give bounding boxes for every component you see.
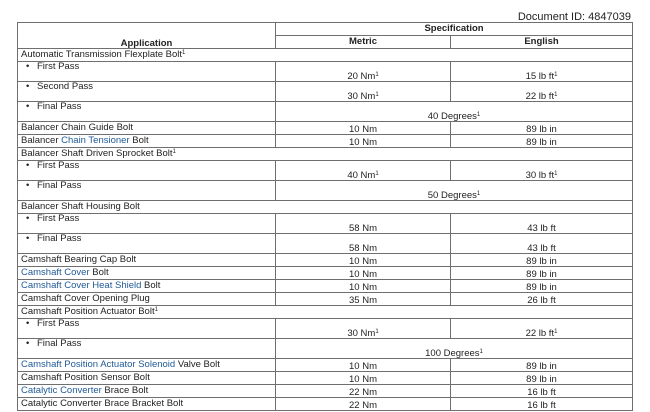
english-value-text: 22 lb ft — [525, 90, 555, 102]
table-row — [18, 398, 633, 411]
metric-value — [276, 385, 451, 398]
metric-value-text: 10 Nm — [349, 136, 377, 148]
english-value-text: 16 lb ft — [527, 386, 556, 398]
footnote-marker: 1 — [554, 328, 558, 335]
application-text: Valve Bolt — [175, 359, 220, 371]
metric-value — [276, 234, 451, 254]
table-row — [18, 385, 633, 398]
english-value — [451, 293, 633, 306]
english-value-text: 89 lb in — [526, 373, 557, 385]
english-header: English — [451, 36, 633, 49]
component-link[interactable]: Catalytic Converter — [21, 385, 102, 397]
english-value — [451, 214, 633, 234]
metric-value-text: 10 Nm — [349, 268, 377, 280]
english-value-text: 26 lb ft — [527, 294, 556, 306]
application-text: Brace Bolt — [101, 385, 149, 397]
application-text: Camshaft Cover Opening Plug — [21, 293, 150, 305]
application-cell — [18, 385, 276, 398]
torque-spec-table — [17, 22, 633, 411]
application-cell — [18, 280, 276, 293]
english-value — [451, 82, 633, 102]
table-row — [18, 254, 633, 267]
english-value — [451, 254, 633, 267]
metric-value-text: 35 Nm — [349, 294, 377, 306]
table-row — [18, 306, 633, 319]
footnote-marker: 1 — [476, 111, 481, 118]
metric-value — [276, 82, 451, 102]
english-value — [451, 135, 633, 148]
pass-label-cell — [18, 82, 276, 102]
pass-label: • Final Pass — [21, 339, 81, 349]
footnote-marker: 1 — [375, 328, 379, 335]
pass-label-cell — [18, 339, 276, 359]
english-value-text: 16 lb ft — [527, 399, 556, 411]
metric-value — [276, 319, 451, 339]
metric-value-text: 22 Nm — [349, 386, 377, 398]
footnote-marker: 1 — [554, 170, 558, 177]
metric-value — [276, 372, 451, 385]
english-value — [451, 398, 633, 411]
table-row — [18, 267, 633, 280]
metric-value-text: 10 Nm — [349, 123, 377, 135]
footnote-marker: 1 — [375, 71, 379, 78]
metric-value-text: 30 Nm — [347, 327, 376, 339]
table-row — [18, 319, 633, 339]
application-text: Automatic Transmission Flexplate Bolt — [21, 49, 183, 61]
application-text: Bolt — [141, 280, 161, 292]
metric-value — [276, 398, 451, 411]
metric-value — [276, 254, 451, 267]
pass-label: • First Pass — [21, 62, 79, 72]
english-value-text: 22 lb ft — [525, 327, 555, 339]
pass-label: • First Pass — [21, 214, 79, 224]
angle-value-text: 40 Degrees — [427, 110, 477, 122]
application-cell — [18, 49, 633, 62]
metric-header: Metric — [276, 36, 451, 49]
english-value-text: 89 lb in — [526, 136, 557, 148]
table-row — [18, 359, 633, 372]
footnote-marker: 1 — [554, 91, 558, 98]
application-cell — [18, 267, 276, 280]
metric-value-text: 10 Nm — [349, 281, 377, 293]
footnote-marker: 1 — [554, 71, 558, 78]
english-value — [451, 385, 633, 398]
metric-value — [276, 214, 451, 234]
english-value — [451, 234, 633, 254]
metric-value-text: 10 Nm — [349, 373, 377, 385]
table-row — [18, 122, 633, 135]
document-id: Document ID: 4847039 — [517, 11, 631, 23]
table-row — [18, 201, 633, 214]
english-value-text: 43 lb ft — [527, 242, 556, 254]
english-value — [451, 280, 633, 293]
english-value — [451, 62, 633, 82]
application-text: Balancer Shaft Driven Sprocket Bolt — [21, 148, 173, 160]
angle-value-text: 50 Degrees — [427, 189, 477, 201]
pass-label-cell — [18, 62, 276, 82]
application-text: Bolt — [89, 267, 109, 279]
application-text: Balancer Shaft Housing Bolt — [21, 201, 140, 213]
english-value — [451, 372, 633, 385]
application-cell — [18, 398, 276, 411]
pass-label-cell — [18, 234, 276, 254]
metric-value-text: 22 Nm — [349, 399, 377, 411]
pass-label-cell — [18, 161, 276, 181]
english-value-text: 89 lb in — [526, 360, 557, 372]
angle-value — [276, 181, 633, 201]
footnote-marker: 1 — [172, 149, 176, 156]
table-row — [18, 102, 633, 122]
footnote-marker: 1 — [154, 307, 158, 314]
table-body — [18, 49, 633, 411]
application-header: Application — [18, 23, 276, 49]
footnote-marker: 1 — [476, 190, 481, 197]
metric-value — [276, 267, 451, 280]
metric-value — [276, 161, 451, 181]
component-link[interactable]: Camshaft Position Actuator Solenoid — [21, 359, 176, 371]
table-row — [18, 293, 633, 306]
table-row — [18, 372, 633, 385]
table-row — [18, 234, 633, 254]
footnote-marker: 1 — [479, 348, 483, 355]
application-cell — [18, 359, 276, 372]
pass-label: • Final Pass — [21, 234, 81, 244]
metric-value-text: 10 Nm — [349, 360, 377, 372]
pass-label: • First Pass — [21, 161, 79, 171]
english-value — [451, 122, 633, 135]
component-link[interactable]: Camshaft Cover Heat Shield — [21, 280, 142, 292]
english-value-text: 89 lb in — [526, 123, 557, 135]
pass-label-cell — [18, 181, 276, 201]
application-text: Bolt — [129, 135, 149, 147]
pass-label: • Final Pass — [21, 181, 81, 191]
application-text: Camshaft Position Sensor Bolt — [21, 372, 150, 384]
angle-value-text: 100 Degrees — [425, 347, 480, 359]
application-cell — [18, 293, 276, 306]
english-value — [451, 267, 633, 280]
application-text: Balancer Chain Guide Bolt — [21, 122, 133, 134]
table-row — [18, 148, 633, 161]
application-cell — [18, 135, 276, 148]
metric-value — [276, 359, 451, 372]
table-row — [18, 49, 633, 62]
application-cell — [18, 254, 276, 267]
specification-header: Specification — [276, 23, 633, 36]
table-row — [18, 181, 633, 201]
table-row — [18, 280, 633, 293]
english-value — [451, 319, 633, 339]
footnote-marker: 1 — [182, 50, 186, 57]
metric-value-text: 40 Nm — [347, 169, 376, 181]
angle-value — [276, 102, 633, 122]
pass-label: • Second Pass — [21, 82, 93, 92]
table-row — [18, 82, 633, 102]
footnote-marker: 1 — [375, 91, 379, 98]
application-text: Balancer — [21, 135, 62, 147]
english-value-text: 43 lb ft — [527, 222, 556, 234]
english-value-text: 30 lb ft — [525, 169, 555, 181]
application-cell — [18, 122, 276, 135]
pass-label-cell — [18, 102, 276, 122]
application-text: Catalytic Converter Brace Bracket Bolt — [21, 398, 184, 410]
english-value — [451, 161, 633, 181]
pass-label: • Final Pass — [21, 102, 81, 112]
table-row — [18, 214, 633, 234]
metric-value-text: 58 Nm — [349, 222, 377, 234]
metric-value — [276, 62, 451, 82]
metric-value-text: 58 Nm — [349, 242, 377, 254]
metric-value-text: 30 Nm — [347, 90, 376, 102]
application-cell — [18, 148, 633, 161]
metric-value — [276, 135, 451, 148]
table-row — [18, 62, 633, 82]
component-link[interactable]: Camshaft Cover — [21, 267, 90, 279]
english-value-text: 89 lb in — [526, 268, 557, 280]
table-row — [18, 161, 633, 181]
metric-value — [276, 293, 451, 306]
metric-value-text: 10 Nm — [349, 255, 377, 267]
metric-value — [276, 122, 451, 135]
component-link[interactable]: Chain Tensioner — [61, 135, 130, 147]
application-text: Camshaft Bearing Cap Bolt — [21, 254, 137, 266]
application-text: Camshaft Position Actuator Bolt — [21, 306, 155, 318]
metric-value — [276, 280, 451, 293]
application-cell — [18, 372, 276, 385]
table-row — [18, 135, 633, 148]
application-cell — [18, 201, 633, 214]
english-value-text: 15 lb ft — [525, 70, 555, 82]
metric-value-text: 20 Nm — [347, 70, 376, 82]
pass-label-cell — [18, 319, 276, 339]
english-value-text: 89 lb in — [526, 255, 557, 267]
angle-value — [276, 339, 633, 359]
table-row — [18, 339, 633, 359]
footnote-marker: 1 — [375, 170, 379, 177]
pass-label-cell — [18, 214, 276, 234]
application-cell — [18, 306, 633, 319]
english-value-text: 89 lb in — [526, 281, 557, 293]
pass-label: • First Pass — [21, 319, 79, 329]
english-value — [451, 359, 633, 372]
